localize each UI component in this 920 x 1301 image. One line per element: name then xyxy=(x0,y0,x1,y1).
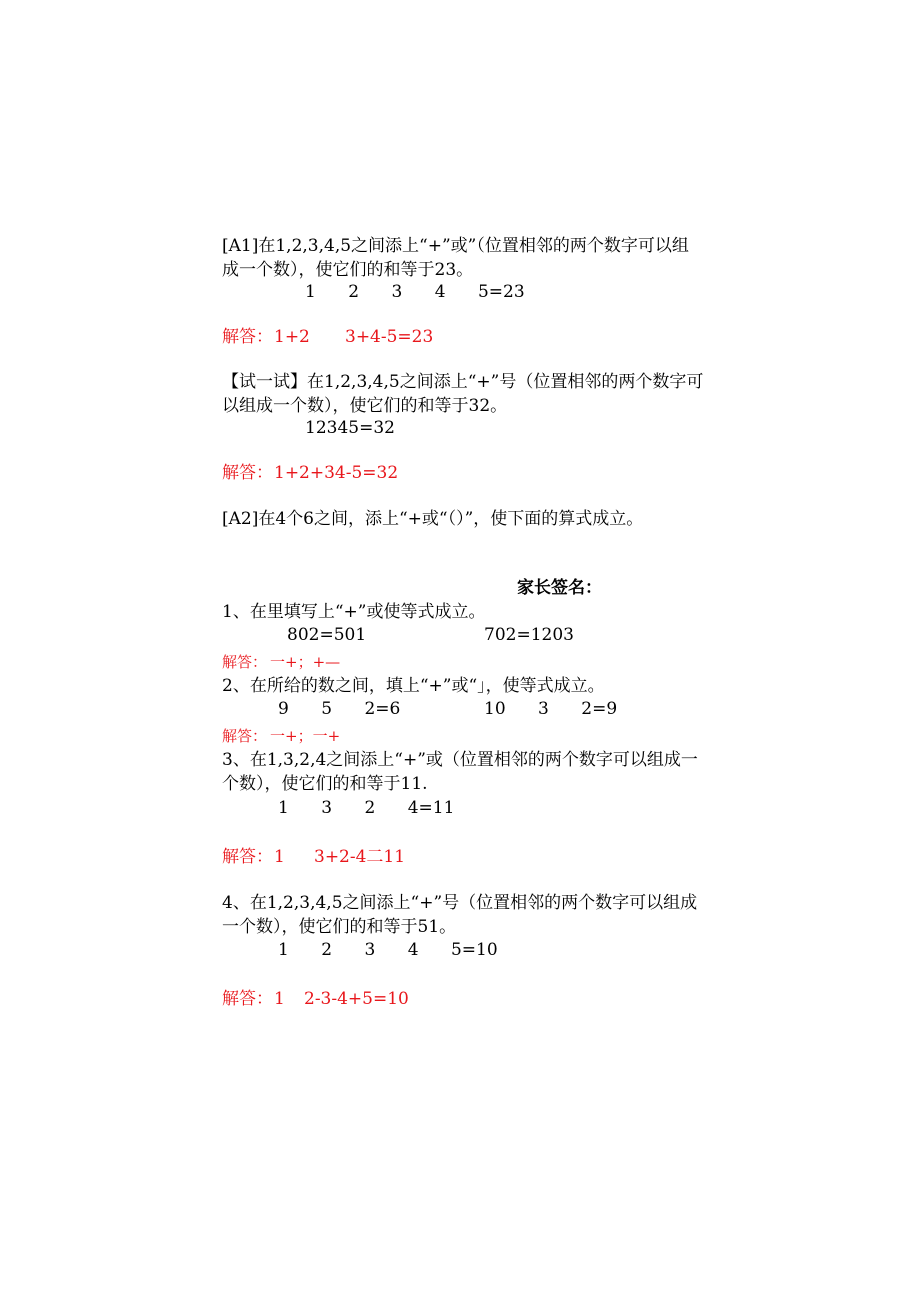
q2-expression-right: 10 3 2=9 xyxy=(484,699,618,719)
q3-answer-label: 解答： xyxy=(222,847,273,867)
a1-question-line2: 成一个数），使它们的和等于23。 xyxy=(222,260,474,280)
q4-question-line1: 4、在1,2,3,4,5之间添上“+”号（位置相邻的两个数字可以组成 xyxy=(222,893,698,913)
q4-answer-right: 2-3-4+5=10 xyxy=(304,989,409,1009)
q3-question-line1: 3、在1,3,2,4之间添上“+”或（位置相邻的两个数字可以组成一 xyxy=(222,750,698,770)
try-question-line1: 【试一试】在1,2,3,4,5之间添上“+”号（位置相邻的两个数字可 xyxy=(222,372,704,392)
q3-expression: 1 3 2 4=11 xyxy=(278,798,455,818)
try-expression: 12345=32 xyxy=(305,418,395,438)
parent-signature-label: 家长签名： xyxy=(517,578,602,598)
q1-expression-left: 802=501 xyxy=(287,625,367,645)
q4-question-line2: 一个数），使它们的和等于51。 xyxy=(222,917,457,937)
q1-answer-label: 解答： xyxy=(222,653,268,671)
a1-expression: 1 2 3 4 5=23 xyxy=(305,282,525,302)
try-answer-value: 1+2+34-5=32 xyxy=(274,463,399,483)
try-answer-label: 解答： xyxy=(222,463,273,483)
a1-answer-left: 1+2 xyxy=(274,327,310,347)
q4-answer-label: 解答： xyxy=(222,989,273,1009)
q1-expression-right: 702=1203 xyxy=(484,625,574,645)
try-question-line2: 以组成一个数），使它们的和等于32。 xyxy=(222,396,508,416)
q2-expression-left: 9 5 2=6 xyxy=(278,699,401,719)
q3-question-line2: 个数），使它们的和等于11. xyxy=(222,774,428,794)
q2-answer-value: 一+；一+ xyxy=(270,727,341,745)
a1-answer-label: 解答： xyxy=(222,327,273,347)
q3-answer-left: 1 xyxy=(274,847,285,867)
q4-answer-left: 1 xyxy=(274,989,285,1009)
q3-answer-right: 3+2-4二11 xyxy=(314,847,406,867)
q1-question-line1: 1、在里填写上“+”或使等式成立。 xyxy=(222,602,486,622)
q2-question-line1: 2、在所给的数之间，填上“+”或“」，使等式成立。 xyxy=(222,676,605,696)
q4-expression: 1 2 3 4 5=10 xyxy=(278,940,498,960)
q2-answer-label: 解答： xyxy=(222,727,268,745)
a2-question-line1: [A2]在4个6之间，添上“+或“（）”，使下面的算式成立。 xyxy=(222,509,644,529)
a1-answer-right: 3+4-5=23 xyxy=(345,327,434,347)
q1-answer-value: 一+；+— xyxy=(270,653,341,671)
a1-question-line1: [A1]在1,2,3,4,5之间添上“+”或”（位置相邻的两个数字可以组 xyxy=(222,236,689,256)
